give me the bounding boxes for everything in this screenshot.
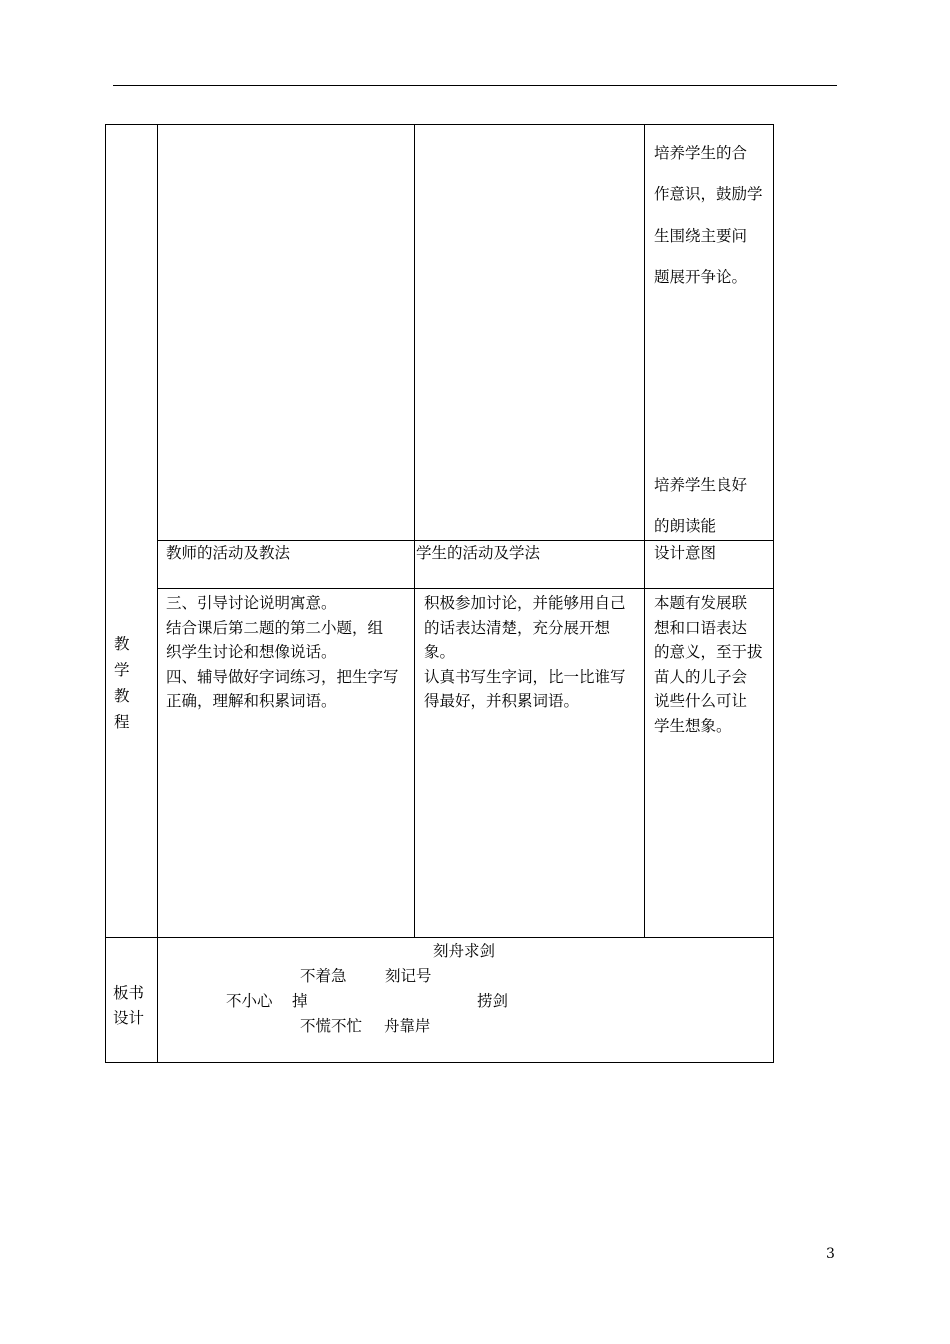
table-row-divider-3 [105,937,774,938]
table-col-divider-2 [414,124,415,938]
row-label-char: 程 [114,713,130,731]
intent-line: 的朗读能 [654,517,717,535]
header-rule [113,85,837,86]
intent-line: 培养学生的合 [654,144,748,162]
design-intent-text: 本题有发展联 想和口语表达 的意义，至于拔 苗人的儿子会 说些什么可让 学生想象。 [654,594,763,735]
board-text: 刻记号 [385,967,432,985]
header-student-activity: 学生的活动及学法 [416,544,541,562]
header-teacher-activity: 教师的活动及教法 [166,544,291,562]
intent-line: 题展开争论。 [654,268,748,286]
teacher-activity-text: 三、引导讨论说明寓意。 结合课后第二题的第二小题，组 织学生讨论和想像说话。 四、辅导做好字词练习，把生字写 正确，理解和积累词语。 [166,594,399,710]
intent-line: 作意识，鼓励学 [654,185,763,203]
board-text: 掉 [292,992,308,1010]
page-number: 3 [826,1246,835,1262]
board-label: 板书 [113,984,145,1002]
intent-line: 培养学生良好 [654,476,748,494]
board-text: 不慌不忙 [300,1017,363,1035]
table-border-bottom [105,1062,774,1063]
intent-line: 生围绕主要问 [654,227,748,245]
table-border-right [773,124,774,1063]
table-border-left [105,124,106,1063]
row-label-char: 教 [114,687,130,705]
board-text: 舟靠岸 [384,1017,431,1035]
table-col-divider-3 [644,124,645,938]
board-text: 不着急 [300,967,347,985]
row-label-char: 教 [114,635,130,653]
table-row-divider-2 [157,588,774,589]
board-text: 不小心 [226,992,273,1010]
row-label-char: 学 [114,661,130,679]
table-border-top [105,124,774,125]
table-row-divider-1 [157,540,774,541]
table-col-divider-1 [157,124,158,1063]
header-design-intent: 设计意图 [654,544,717,562]
student-activity-text: 积极参加讨论，并能够用自己 的话表达清楚，充分展开想 象。 认真书写生字词，比一比谁写 得最好，并积累词语。 [424,594,626,710]
board-label: 设计 [113,1009,145,1027]
board-title: 刻舟求剑 [433,942,496,960]
board-text: 捞剑 [477,992,509,1010]
